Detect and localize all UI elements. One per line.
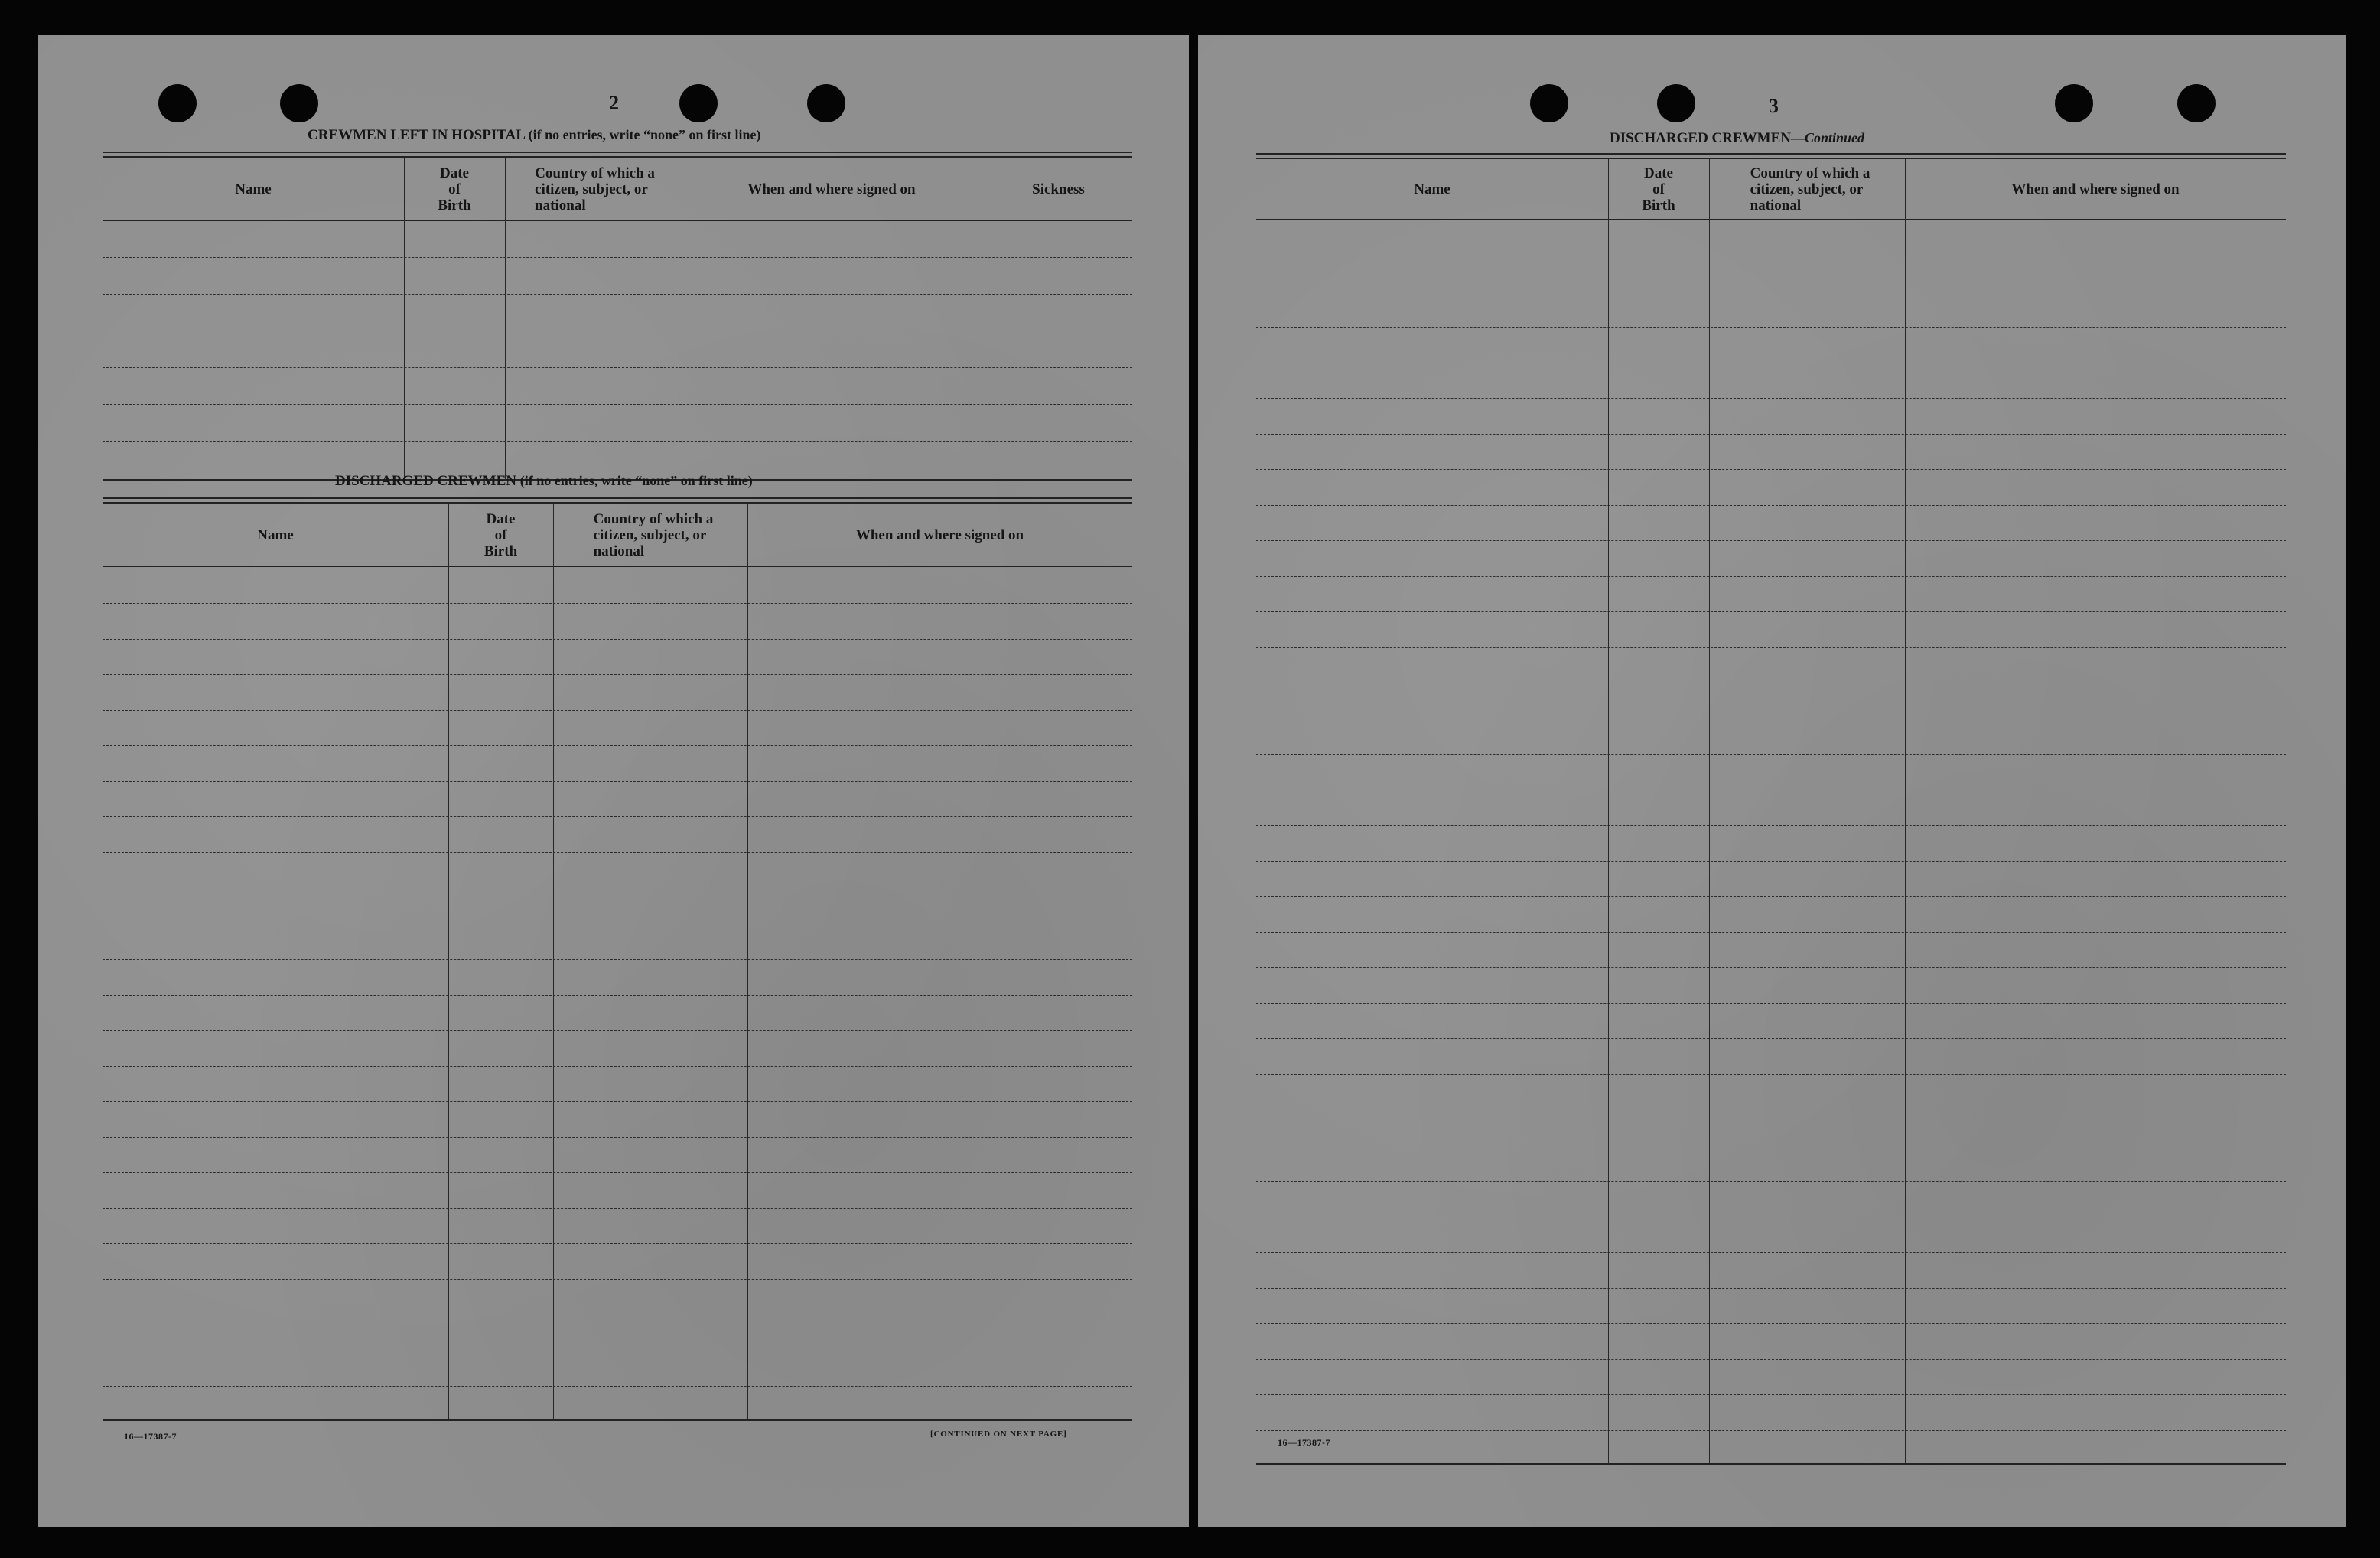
ruled-line xyxy=(1256,1181,2286,1182)
ruled-line xyxy=(103,603,1132,604)
ruled-line xyxy=(1256,647,2286,648)
discharged-continued-suffix: —Continued xyxy=(1791,130,1865,145)
ruled-line xyxy=(103,995,1132,996)
ruled-line xyxy=(1256,540,2286,541)
hospital-title-note: (if no entries, write “none” on first line) xyxy=(528,127,761,142)
ruled-line xyxy=(103,1030,1132,1031)
col-header-name: Name xyxy=(1414,181,1450,197)
ruled-line xyxy=(103,257,1132,258)
punch-hole xyxy=(2177,84,2216,122)
punch-hole xyxy=(2055,84,2093,122)
hospital-section-title xyxy=(308,127,761,144)
ruled-line xyxy=(103,1066,1132,1067)
hospital-title-bold: CREWMEN LEFT IN HOSPITAL xyxy=(308,127,525,143)
punch-hole xyxy=(280,84,318,122)
ruled-line xyxy=(1256,1252,2286,1253)
ruled-line xyxy=(103,1101,1132,1102)
left-page xyxy=(38,35,1189,1527)
ruled-line xyxy=(1256,469,2286,470)
ruled-line xyxy=(103,294,1132,295)
ruled-line xyxy=(103,745,1132,746)
discharged-continued-title-bold: DISCHARGED CREWMEN xyxy=(1610,130,1791,146)
ruled-line xyxy=(103,1279,1132,1280)
ruled-line xyxy=(103,710,1132,711)
ruled-line xyxy=(103,404,1132,405)
ruled-line xyxy=(1256,1038,2286,1039)
discharged-section-title xyxy=(335,473,753,490)
ruled-line xyxy=(1256,434,2286,435)
discharged-title-bold: DISCHARGED CREWMEN xyxy=(335,473,516,489)
ruled-line xyxy=(1256,1359,2286,1360)
ruled-line xyxy=(103,1172,1132,1173)
ruled-line xyxy=(103,1243,1132,1244)
ruled-line xyxy=(1256,967,2286,968)
col-header-country: Country of which a citizen, subject, or national xyxy=(1750,165,1870,213)
page-number: 2 xyxy=(609,92,619,114)
col-header-date-of-birth: Date of Birth xyxy=(438,165,471,213)
punch-hole xyxy=(1530,84,1568,122)
punch-hole xyxy=(1657,84,1695,122)
ruled-line xyxy=(1256,1288,2286,1289)
col-header-name: Name xyxy=(257,526,294,543)
punch-hole xyxy=(807,84,845,122)
ruled-line xyxy=(103,959,1132,960)
ruled-line xyxy=(1256,576,2286,577)
ruled-line xyxy=(103,674,1132,675)
ruled-line xyxy=(1256,932,2286,933)
ruled-line xyxy=(103,1137,1132,1138)
ruled-line xyxy=(1256,825,2286,826)
ruled-line xyxy=(1256,327,2286,328)
ruled-line xyxy=(1256,896,2286,897)
ruled-line xyxy=(1256,1074,2286,1075)
col-header-country: Country of which a citizen, subject, or national xyxy=(593,510,714,559)
right-page xyxy=(1198,35,2346,1527)
ruled-line xyxy=(1256,611,2286,612)
ruled-line xyxy=(103,852,1132,853)
ruled-line xyxy=(1256,1394,2286,1395)
page-number: 3 xyxy=(1769,95,1779,117)
ruled-line xyxy=(1256,754,2286,755)
ruled-line xyxy=(1256,505,2286,506)
ruled-line xyxy=(1256,1003,2286,1004)
ruled-line xyxy=(103,441,1132,442)
col-header-when-where: When and where signed on xyxy=(855,526,1024,543)
col-header-when-where: When and where signed on xyxy=(2011,181,2180,197)
col-header-name: Name xyxy=(235,181,272,197)
col-header-when-where: When and where signed on xyxy=(747,181,916,197)
form-number: 16—17387-7 xyxy=(124,1431,177,1442)
ruled-line xyxy=(103,367,1132,368)
discharged-continued-table xyxy=(1256,153,2286,1466)
discharged-continued-title xyxy=(1610,130,1864,147)
punch-hole xyxy=(158,84,197,122)
hospital-table xyxy=(103,152,1132,482)
col-header-sickness: Sickness xyxy=(1032,181,1085,197)
ruled-line xyxy=(1256,1430,2286,1431)
form-number: 16—17387-7 xyxy=(1278,1437,1330,1448)
ruled-line xyxy=(103,1208,1132,1209)
col-header-date-of-birth: Date of Birth xyxy=(483,510,518,559)
col-header-date-of-birth: Date of Birth xyxy=(1642,165,1675,213)
ruled-line xyxy=(103,816,1132,817)
ruled-line xyxy=(103,781,1132,782)
ruled-line xyxy=(103,639,1132,640)
ruled-line xyxy=(1256,861,2286,862)
ruled-line xyxy=(1256,398,2286,399)
ruled-line xyxy=(103,1386,1132,1387)
discharged-title-note: (if no entries, write “none” on first line) xyxy=(519,473,753,488)
ruled-line xyxy=(1256,1323,2286,1324)
discharged-table xyxy=(103,497,1132,1422)
col-header-country: Country of which a citizen, subject, or national xyxy=(535,165,655,213)
continued-note: [CONTINUED ON NEXT PAGE] xyxy=(930,1429,1067,1439)
punch-hole xyxy=(679,84,718,122)
